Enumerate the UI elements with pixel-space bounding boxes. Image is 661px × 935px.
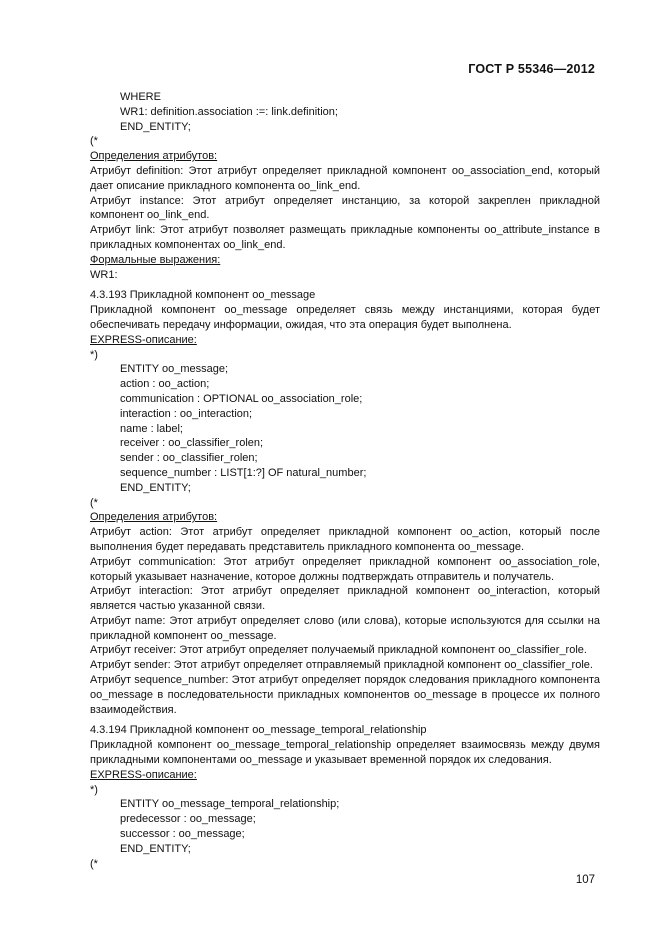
section-title: 4.3.194 Прикладной компонент oo_message_temporal_relationship <box>90 724 427 737</box>
code-line: WR1: definition.association :=: link.definition; <box>120 105 338 118</box>
code-line: receiver : oo_classifier_rolen; <box>120 437 264 450</box>
page-content <box>90 90 600 871</box>
code-line: END_ENTITY; <box>120 481 191 494</box>
comment-open: (* <box>90 496 98 509</box>
page-number: 107 <box>575 874 595 886</box>
attr-paragraph: Атрибут interaction: Этот атрибут определяет прикладной компонент oo_interaction, который является частью указанной связи. <box>90 585 600 613</box>
formal-expressions-heading: Формальные выражения: <box>90 253 221 266</box>
code-line: END_ENTITY; <box>120 120 191 133</box>
section-title: 4.3.193 Прикладной компонент oo_message <box>90 289 316 302</box>
attr-paragraph: Атрибут communication: Этот атрибут определяет прикладной компонент oo_association_role, который указывает назначение, которое должны подтверждать отправитель и получатель. <box>90 555 600 583</box>
code-line: END_ENTITY; <box>120 842 191 855</box>
attr-paragraph: Атрибут sequence_number: Этот атрибут определяет порядок следования прикладного компонента oo_message в последовательности прикладных компонентов oo_message в процессе их полного взаимодействия. <box>90 674 600 716</box>
code-line: sender : oo_classifier_rolen; <box>120 452 258 465</box>
express-heading: EXPRESS-описание: <box>90 768 197 781</box>
attr-paragraph: Атрибут action: Этот атрибут определяет прикладной компонент oo_action, который после выполнения будет передавать представитель прикладного компонента oo_message. <box>90 526 600 553</box>
comment-open: (* <box>90 857 98 870</box>
code-line: successor : oo_message; <box>120 828 245 841</box>
code-line: WHERE <box>120 91 161 103</box>
code-line: communication : OPTIONAL oo_association_role; <box>120 392 363 405</box>
attr-paragraph: Атрибут instance: Этот атрибут определяет инстанцию, за которой закреплен прикладной компонент oo_link_end. <box>90 194 600 222</box>
comment-close: *) <box>90 348 98 361</box>
comment-open: (* <box>90 135 98 148</box>
attr-definitions-heading: Определения атрибутов: <box>90 511 218 524</box>
code-line: interaction : oo_interaction; <box>120 407 253 420</box>
comment-close: *) <box>90 783 98 796</box>
code-line: sequence_number : LIST[1:?] OF natural_number; <box>120 466 367 479</box>
standard-header: ГОСТ Р 55346—2012 <box>468 62 595 76</box>
section-description: Прикладной компонент oo_message_temporal_relationship определяет взаимосвязь между двумя прикладными компонентами oo_message и указывает временной порядок их следования. <box>90 739 600 767</box>
code-line: action : oo_action; <box>120 378 210 391</box>
attr-paragraph: Атрибут sender: Этот атрибут определяет отправляемый прикладной компонент oo_classifier_role. <box>90 659 593 672</box>
attr-paragraph: Атрибут definition: Этот атрибут определяет прикладной компонент oo_association_end, который дает описание прикладного компонента oo_link_end. <box>90 164 600 192</box>
code-line: ENTITY oo_message_temporal_relationship; <box>120 798 340 811</box>
express-heading: EXPRESS-описание: <box>90 333 197 346</box>
attr-paragraph: Атрибут receiver: Этот атрибут определяет получаемый прикладной компонент oo_classifier_role. <box>90 644 587 657</box>
code-line: ENTITY oo_message; <box>120 363 229 376</box>
code-line: name : label; <box>120 422 183 435</box>
section-description: Прикладной компонент oo_message определяет связь между инстанциями, которая будет обеспечивать передачу информации, ожидая, что эта операция будет выполнена. <box>90 304 600 331</box>
formal-rule: WR1: <box>90 268 118 281</box>
attr-paragraph: Атрибут link: Этот атрибут позволяет размещать прикладные компоненты oo_attribute_instance в прикладных компонентах oo_link_end. <box>90 224 600 251</box>
code-line: predecessor : oo_message; <box>120 813 256 826</box>
attr-definitions-heading: Определения атрибутов: <box>90 150 218 163</box>
attr-paragraph: Атрибут name: Этот атрибут определяет слово (или слова), которые используются для ссылки на прикладной компонент oo_message. <box>90 614 600 642</box>
